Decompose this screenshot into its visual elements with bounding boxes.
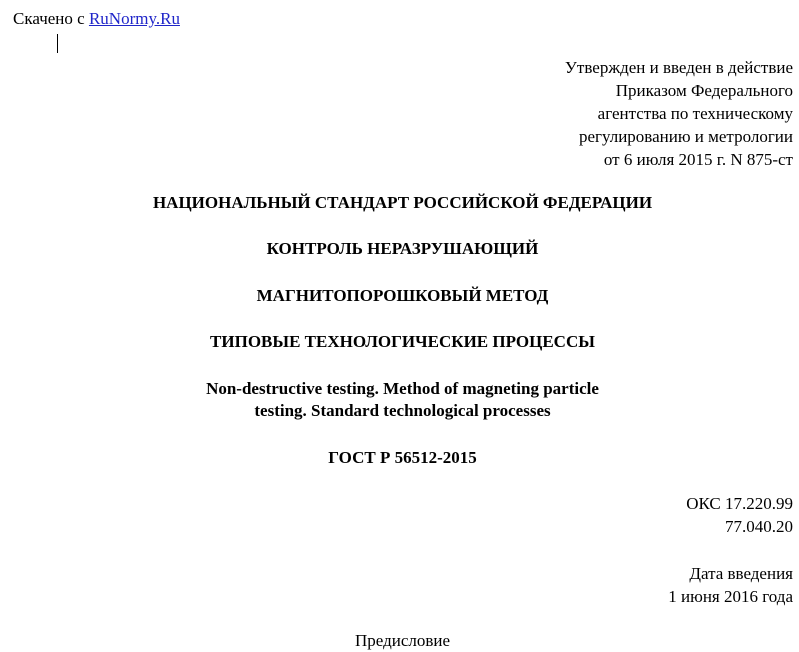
english-title-line: Non-destructive testing. Method of magneting particle <box>206 379 599 398</box>
gost-number: ГОСТ Р 56512-2015 <box>328 448 477 467</box>
english-title <box>0 378 799 422</box>
oks-line: ОКС 17.220.99 <box>686 494 793 513</box>
foreword-heading: Предисловие <box>354 631 451 650</box>
approval-line: агентства по техническому <box>597 104 793 123</box>
download-source-line <box>13 8 180 30</box>
runormy-link[interactable]: RuNormy.Ru <box>88 9 180 28</box>
oks-line: 77.040.20 <box>725 517 793 536</box>
method-heading: МАГНИТОПОРОШКОВЫЙ МЕТОД <box>256 286 549 305</box>
oks-classification <box>686 492 793 538</box>
downloaded-prefix: Скачено с <box>13 9 85 28</box>
approval-line: Приказом Федерального <box>615 81 793 100</box>
processes-heading: ТИПОВЫЕ ТЕХНОЛОГИЧЕСКИЕ ПРОЦЕССЫ <box>210 332 595 351</box>
introduction-value: 1 июня 2016 года <box>668 587 793 606</box>
english-title-line: testing. Standard technological processes <box>254 401 551 420</box>
control-heading: КОНТРОЛЬ НЕРАЗРУШАЮЩИЙ <box>266 239 539 258</box>
approval-line: регулированию и метрологии <box>578 127 793 146</box>
approval-line: Утвержден и введен в действие <box>564 58 793 77</box>
approval-line: от 6 июля 2015 г. N 875-ст <box>603 150 793 169</box>
national-standard-heading: НАЦИОНАЛЬНЫЙ СТАНДАРТ РОССИЙСКОЙ ФЕДЕРАЦИИ <box>152 193 653 212</box>
approval-block <box>565 56 793 171</box>
introduction-label: Дата введения <box>689 564 793 583</box>
text-cursor <box>57 34 58 53</box>
introduction-date <box>668 562 793 608</box>
